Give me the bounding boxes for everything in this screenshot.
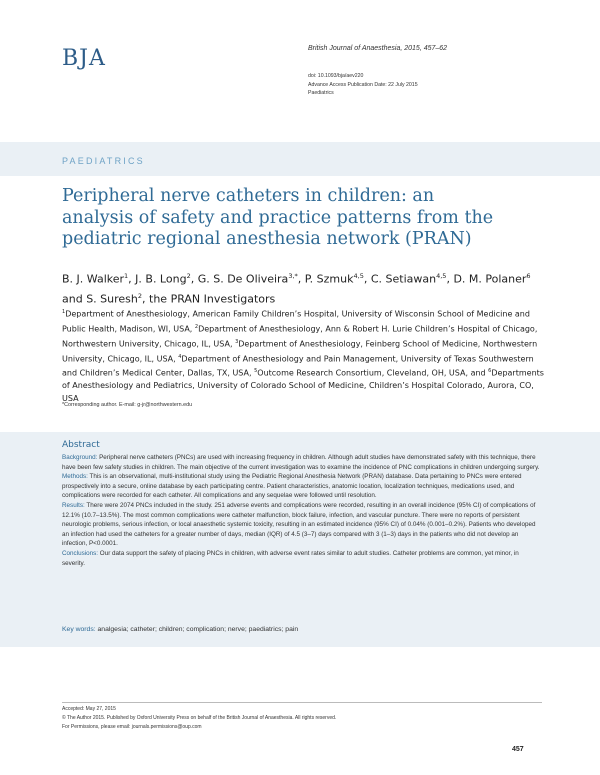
author-name: C. Setiawan: [370, 272, 437, 286]
abstract-text: There were 2074 PNCs included in the study. 251 adverse events and complications were recorded, resulting in an overall incidence (95% CI) of complications of 12.1% (10.7–13.5%). The most common complications were catheter malfunction, block failure, infection, and vascular puncture. There were no reports of persistent neurologic problems, serious infection, or local anaesthetic systemic toxicity, resulting in an estimated incidence (95% CI) of 0.04% (0.001–0.2%). Patients who developed an infection had used the catheters for a greater number of days, median (IQR) of 4.5 (3–7) days compared with 3 (1–3) days in the patients who did not develop an infection, P<0.0001.: [62, 501, 536, 548]
author-affiliation-mark: 1: [124, 272, 129, 280]
corresponding-author: *Corresponding author. E-mail: g-jr@northwestern.edu: [62, 402, 193, 408]
affiliation-mark: 6: [488, 368, 492, 375]
author-separator: ,: [297, 272, 305, 286]
abstract-text: This is an observational, multi-institutional study using the Pediatric Regional Anesthesia Network (PRAN) database. Data pertaining to PNCs were entered prospectively into a secure, online database by each participating centre. Patient characteristics, anatomic location, localization techniques, medications used, and complications were recorded for each catheter. All complications and any sequelae were followed until resolution.: [62, 473, 522, 500]
affiliation-mark: 3: [235, 338, 239, 345]
copyright: © The Author 2015. Published by Oxford University Press on behalf of the British Journal of Anaesthesia. All rights reserved.: [62, 715, 337, 721]
abstract-section: [62, 453, 542, 472]
accepted-date: Accepted: May 27, 2015: [62, 706, 116, 712]
abstract-text: Our data support the safety of placing PNCs in children, with adverse event rates similar to adult studies. Catheter problems are common, yet minor, in severity.: [62, 549, 519, 567]
author-affiliation-mark: 3,*: [288, 272, 298, 280]
author-affiliation-mark: 2: [137, 291, 143, 300]
abstract-section: [62, 501, 542, 549]
affiliation-text: Department of Anesthesiology, Feinberg School of Medicine, Northwestern University, Chicago, IL, USA,: [62, 339, 538, 364]
keywords-list: analgesia; catheter; children; complication; nerve; paediatrics; pain: [95, 626, 299, 633]
abstract-heading: Abstract: [62, 440, 100, 450]
journal-logo: BJA: [62, 46, 106, 71]
abstract-text: Peripheral nerve catheters (PNCs) are used with increasing frequency in children. Although adult studies have demonstrated safety with this technique, there have been few safety studies in children. The main objective of the current investigation was to examine the incidence of PNC complications in children undergoing surgery.: [62, 454, 540, 471]
author-name: P. Szmuk: [304, 272, 354, 286]
author-affiliation-mark: 4,5: [436, 272, 447, 280]
author-separator: ,: [190, 272, 198, 286]
author-affiliation-mark: 4,5: [353, 272, 364, 280]
affiliation-text: Departments of Anesthesiology and Pediatrics, University of Colorado School of Medicine, Children’s Hospital Colorado, Aurora, CO, USA: [62, 369, 544, 403]
section-label: PAEDIATRICS: [62, 156, 145, 166]
author-separator: ,: [128, 272, 136, 286]
author-name: D. M. Polaner: [453, 272, 527, 286]
footer: [62, 705, 336, 732]
journal-citation: British Journal of Anaesthesia, 2015, 457–62: [308, 45, 448, 52]
abstract-section: [62, 472, 542, 501]
abstract-section: [62, 549, 542, 568]
affiliation-text: Outcome Research Consortium, Cleveland, OH, USA, and: [257, 369, 489, 379]
affiliation-text: Department of Anesthesiology, Ann & Robert H. Lurie Children’s Hospital of Chicago, Northwestern University, Chicago, IL, USA,: [62, 324, 538, 349]
footer-divider: [62, 702, 542, 703]
abstract-label: Results:: [62, 501, 85, 509]
abstract-body: [62, 453, 542, 568]
author-affiliation-mark: 6: [526, 272, 531, 280]
doi[interactable]: doi: 10.1093/bja/aev220: [308, 73, 364, 79]
author-separator: ,: [363, 272, 371, 286]
abstract-label: Background:: [62, 454, 98, 461]
author-separator: , the PRAN Investigators: [142, 292, 276, 306]
page-number: 457: [512, 746, 524, 753]
author-name: J. B. Long: [135, 272, 187, 286]
author-affiliation-mark: 2: [186, 272, 191, 280]
permissions: For Permissions, please email: journals.permissions@oup.com: [62, 724, 202, 730]
abstract-label: Methods:: [62, 473, 88, 481]
author-name: S. Suresh: [86, 292, 138, 306]
keywords-label: Key words:: [62, 626, 96, 633]
author-list: [62, 268, 542, 307]
article-title: Peripheral nerve catheters in children: an analysis of safety and practice patterns from the pediatric regional anesthesia network (PRAN): [62, 186, 494, 249]
affiliation-mark: 2: [194, 323, 199, 330]
affiliation-text: Department of Anesthesiology, American Family Children’s Hospital, University of Wisconsin School of Medicine and Public Health, Madison, WI, USA,: [62, 309, 530, 334]
author-name: G. S. De Oliveira: [197, 272, 289, 286]
affiliation-text: Department of Anesthesiology and Pain Management, University of Texas Southwestern and Children’s Medical Center, Dallas, TX, USA,: [62, 354, 534, 379]
abstract-label: Conclusions:: [62, 549, 99, 557]
keywords: [62, 626, 298, 633]
author-separator: ,: [446, 272, 454, 286]
article-category: Paediatrics: [308, 90, 334, 97]
affiliations: [62, 306, 548, 405]
article-meta: [308, 72, 418, 98]
author-name: B. J. Walker: [62, 272, 125, 286]
affiliation-mark: 4: [178, 353, 182, 360]
affiliation-mark: 1: [62, 309, 66, 315]
author-separator: and: [62, 292, 87, 306]
affiliation-mark: 5: [254, 368, 258, 375]
advance-access-date: Advance Access Publication Date: 22 July 2015: [308, 81, 418, 88]
